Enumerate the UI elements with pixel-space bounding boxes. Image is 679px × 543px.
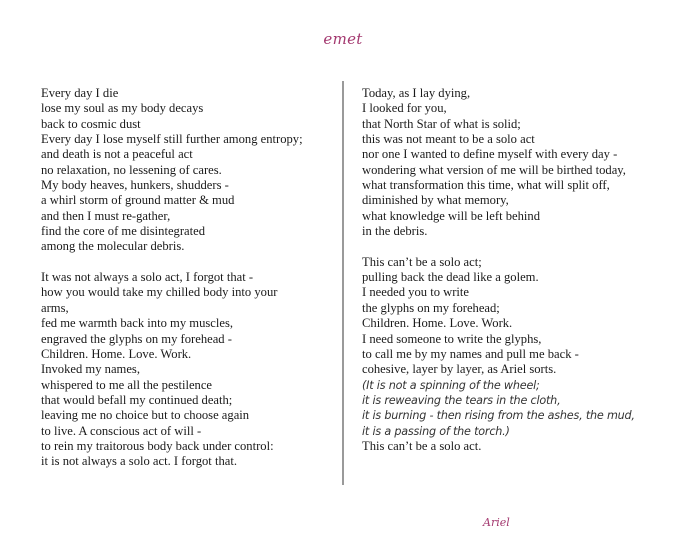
poem-line: nor one I wanted to define myself with every day - — [362, 147, 618, 162]
poem-line: to call me by my names and pull me back - — [362, 346, 579, 361]
poem-line: wondering what version of me will be birthed today, — [362, 162, 626, 177]
poem-line: and death is not a peaceful act — [41, 147, 193, 162]
poem-line: I looked for you, — [362, 101, 447, 116]
poem-line: Every day I lose myself still further among entropy; — [41, 132, 303, 147]
poem-line: whispered to me all the pestilence — [41, 377, 213, 392]
poem-line: no relaxation, no lessening of cares. — [41, 162, 222, 177]
poem-line: that would befall my continued death; — [41, 392, 233, 407]
poem-line: among the molecular debris. — [41, 239, 185, 254]
poem-line: it is not always a solo act. I forgot that. — [41, 454, 237, 469]
italic-poem-line: it is burning - then rising from the ashes, the mud, — [362, 409, 635, 423]
poem-line: fed me warmth back into my muscles, — [41, 316, 234, 331]
poem-line: Children. Home. Love. Work. — [362, 316, 513, 331]
poem-line: how you would take my chilled body into your arms, — [41, 285, 278, 315]
poem-line: cohesive, layer by layer, as Ariel sorts. — [362, 362, 557, 377]
poem-line: Every day I die — [41, 86, 119, 100]
poem-line: and then I must re-gather, — [41, 208, 171, 223]
poem-line: that North Star of what is solid; — [362, 116, 521, 131]
poem-line: engraved the glyphs on my forehead - — [41, 331, 232, 346]
italic-poem-line: it is reweaving the tears in the cloth, — [362, 393, 561, 407]
poem-line: It was not always a solo act, I forgot that - — [41, 270, 254, 285]
poem-line: find the core of me disintegrated — [41, 224, 206, 239]
poem-line: what knowledge will be left behind — [362, 208, 541, 223]
poem-line: a whirl storm of ground matter & mud — [41, 193, 235, 208]
poem-line: lose my soul as my body decays — [41, 101, 204, 116]
poem-line: This can’t be a solo act; — [362, 254, 482, 269]
poem-title: emet — [323, 30, 363, 48]
italic-poem-line: (It is not a spinning of the wheel; — [362, 378, 540, 392]
poem-line: what transformation this time, what will split off, — [362, 178, 610, 193]
stanza — [362, 86, 662, 239]
right-column — [362, 86, 662, 470]
left-column — [41, 86, 331, 485]
poem-line: Today, as I lay dying, — [362, 86, 471, 100]
author-signature: Ariel — [483, 516, 510, 529]
poem-line: in the debris. — [362, 224, 428, 239]
stanza — [362, 255, 662, 454]
stanza — [41, 270, 331, 469]
poem-line: Children. Home. Love. Work. — [41, 346, 192, 361]
poem-line: to rein my traitorous body back under control: — [41, 438, 274, 453]
poem-line: I need someone to write the glyphs, — [362, 331, 542, 346]
poem-line: pulling back the dead like a golem. — [362, 270, 539, 285]
poem-line: this was not meant to be a solo act — [362, 132, 535, 147]
poem-line: back to cosmic dust — [41, 116, 141, 131]
stanza — [41, 86, 331, 255]
poem-line: to live. A conscious act of will - — [41, 423, 202, 438]
poem-line: This can’t be a solo act. — [362, 438, 482, 453]
column-divider — [342, 81, 344, 485]
italic-poem-line: it is a passing of the torch.) — [362, 424, 510, 438]
poem-line: diminished by what memory, — [362, 193, 509, 208]
poem-line: My body heaves, hunkers, shudders - — [41, 178, 229, 193]
poem-line: leaving me no choice but to choose again — [41, 408, 250, 423]
poem-line: Invoked my names, — [41, 362, 140, 377]
poem-line: the glyphs on my forehead; — [362, 300, 500, 315]
poem-line: I needed you to write — [362, 285, 470, 300]
